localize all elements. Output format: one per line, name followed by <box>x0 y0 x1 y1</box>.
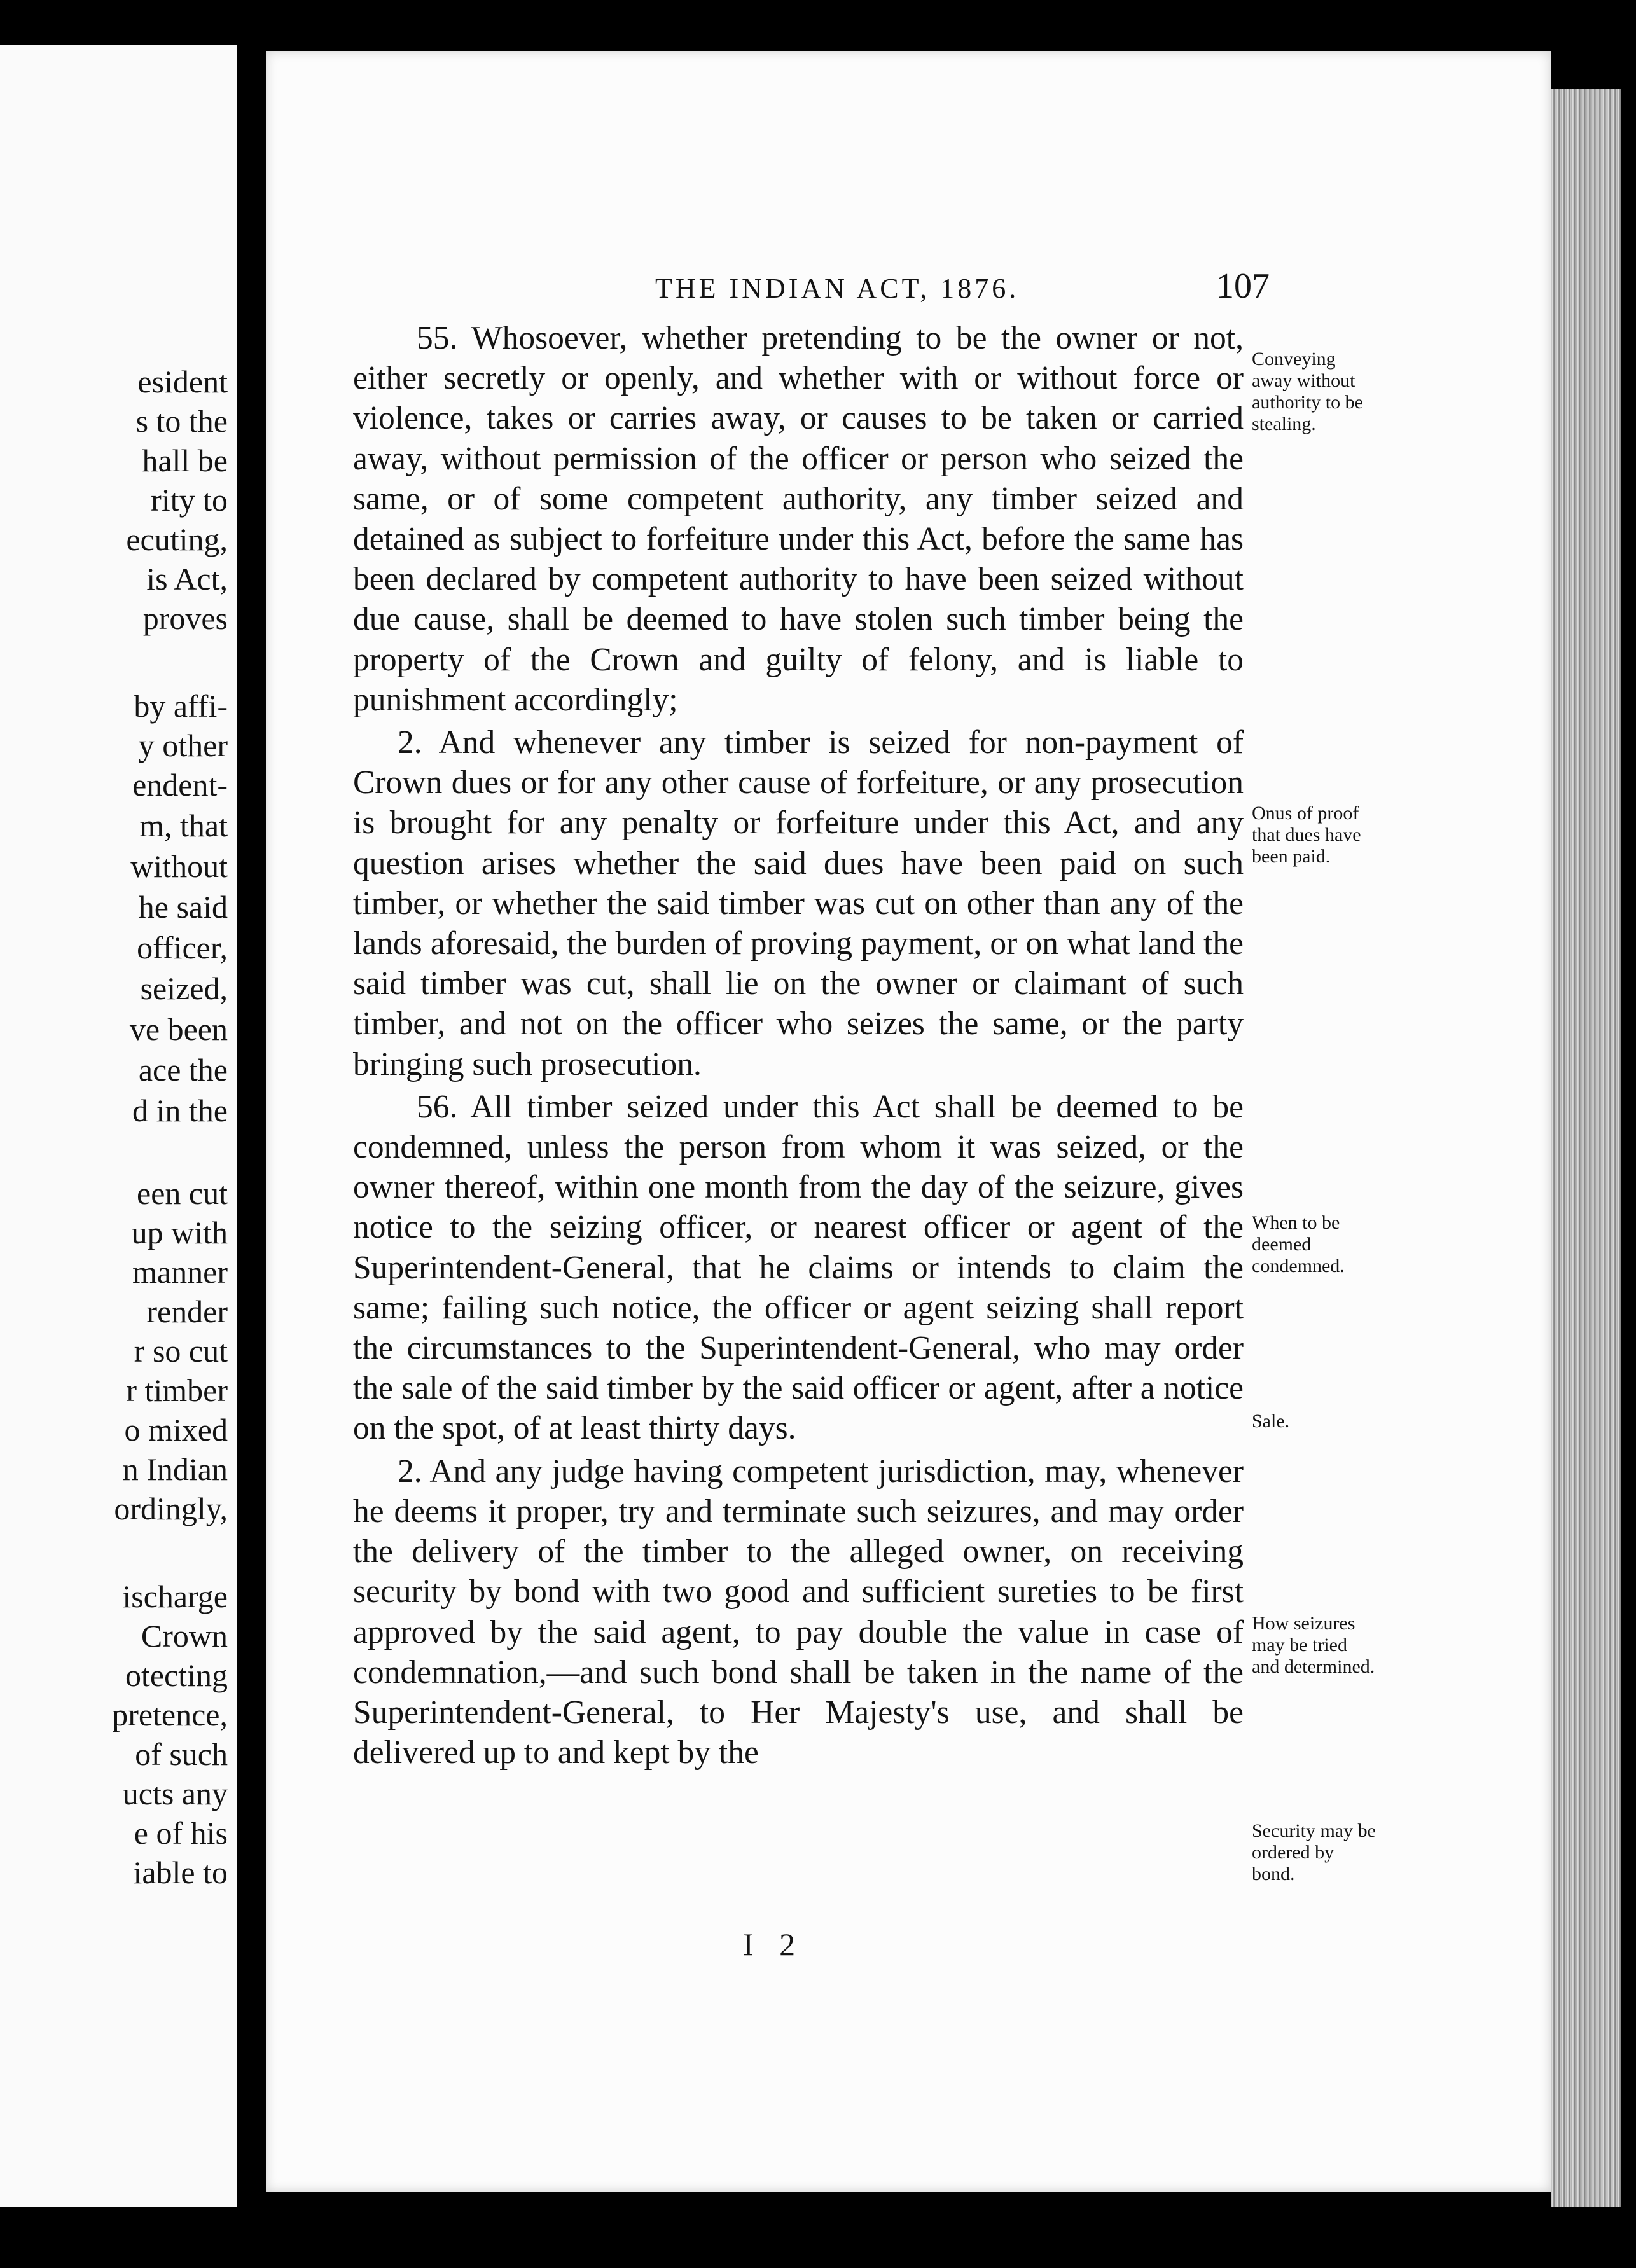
left-fragment: ischarge <box>122 1579 228 1614</box>
left-fragment: seized, <box>140 971 228 1006</box>
sidenote-security-bond: Security may be ordered by bond. <box>1252 1820 1376 1884</box>
left-fragment: y other <box>138 728 228 763</box>
left-fragment: ucts any <box>122 1776 228 1811</box>
left-fragment: r so cut <box>134 1333 228 1369</box>
section-55-paragraph: 55. Whosoever, whether pretending to be the owner or not, either secretly or openly, and whether with or without force or violence, takes or carries away, or causes to be taken or carried away, without permission of the officer or person who seized the same, or of some competent authority, any timber seized and detained as subject to forfeiture under this Act, before the same has been declared by competent authority to have been seized without due cause, shall be deemed to have stolen such timber being the property of the Crown and guilty of felony, and is liable to punishment accordingly; <box>353 320 1244 718</box>
left-fragment: e of his <box>134 1815 228 1851</box>
sidenote-when-condemned: When to be deemed condemned. <box>1252 1212 1345 1276</box>
section-55-subsection-2: 2. And whenever any timber is seized for non-payment of Crown dues or for any other cause of forfeiture, or any prosecution is brought for any penalty or forfeiture under this Act, and any question arises whether the said dues have been paid on such timber, or whether the said timber was cut on other than any of the lands aforesaid, the burden of proving payment, or on what land the said timber was cut, shall lie on the owner or claimant of such timber, and not on the officer who seizes the same, or the party bringing such prosecution. <box>353 724 1244 1082</box>
left-fragment: ace the <box>138 1052 228 1088</box>
left-fragment: is Act, <box>146 561 228 597</box>
left-fragment: hall be <box>142 443 228 478</box>
left-fragment: n Indian <box>122 1451 228 1487</box>
sidenote-conveying-away: Conveying away without authority to be stealing. <box>1252 349 1363 434</box>
left-fragment: rity to <box>151 482 228 518</box>
left-fragment: Crown <box>141 1618 228 1654</box>
left-fragment: render <box>146 1294 228 1329</box>
left-fragment: ordingly, <box>114 1491 228 1526</box>
left-fragment: officer, <box>137 930 228 965</box>
left-fragment: ecuting, <box>126 522 228 557</box>
page-number: 107 <box>1216 266 1270 306</box>
left-fragment: he said <box>138 889 228 925</box>
signature-mark: I 2 <box>743 1926 805 1962</box>
left-fragment: esident <box>137 364 228 399</box>
left-fragment: up with <box>131 1215 228 1250</box>
left-fragment: d in the <box>132 1093 228 1128</box>
section-56-subsection-2: 2. And any judge having competent jurisdiction, may, whenever he deems it proper, try and terminate such seizures, and may order the delivery of the timber to the alleged owner, on receiving security by bond with two good and sufficient sureties to be first approved by the said agent, to pay double the value in case of condemnation,—and such bond shall be taken in the name of the Superintendent-General, to Her Majesty's use, and shall be delivered up to and kept by the <box>353 1453 1244 1771</box>
left-fragment: s to the <box>135 403 228 439</box>
left-fragment: manner <box>132 1254 228 1290</box>
left-fragment: ve been <box>129 1011 228 1047</box>
page-fore-edge <box>1551 89 1621 2207</box>
left-fragment: m, that <box>139 808 228 843</box>
left-fragment: by affi- <box>134 688 228 724</box>
left-fragment: endent- <box>132 767 228 803</box>
left-fragment: een cut <box>137 1175 228 1211</box>
left-fragment: proves <box>142 600 228 636</box>
running-head: THE INDIAN ACT, 1876. <box>655 273 1020 304</box>
sidenote-onus-of-proof: Onus of proof that dues have been paid. <box>1252 803 1361 867</box>
left-fragment: pretence, <box>112 1697 228 1732</box>
left-facing-page <box>0 45 237 2207</box>
sidenote-sale: Sale. <box>1252 1411 1290 1432</box>
left-fragment: iable to <box>133 1855 228 1890</box>
section-56-paragraph: 56. All timber seized under this Act shall be deemed to be condemned, unless the person from whom it was seized, or the owner thereof, within one month from the day of the seizure, gives notice to the seizing officer, or nearest officer or agent of the Superintendent-General, that he claims or intends to claim the same; failing such notice, the officer or agent seizing shall report the circumstances to the Superintendent-General, who may order the sale of the said timber by the said officer or agent, after a notice on the spot, of at least thirty days. <box>353 1088 1244 1447</box>
left-fragment: otecting <box>125 1657 228 1693</box>
left-fragment: r timber <box>126 1373 228 1408</box>
left-fragment: without <box>130 848 228 884</box>
body-text <box>353 318 1244 1775</box>
sidenote-seizures-tried: How seizures may be tried and determined. <box>1252 1613 1375 1677</box>
left-fragment: of such <box>135 1736 228 1772</box>
left-fragment: o mixed <box>124 1412 228 1448</box>
